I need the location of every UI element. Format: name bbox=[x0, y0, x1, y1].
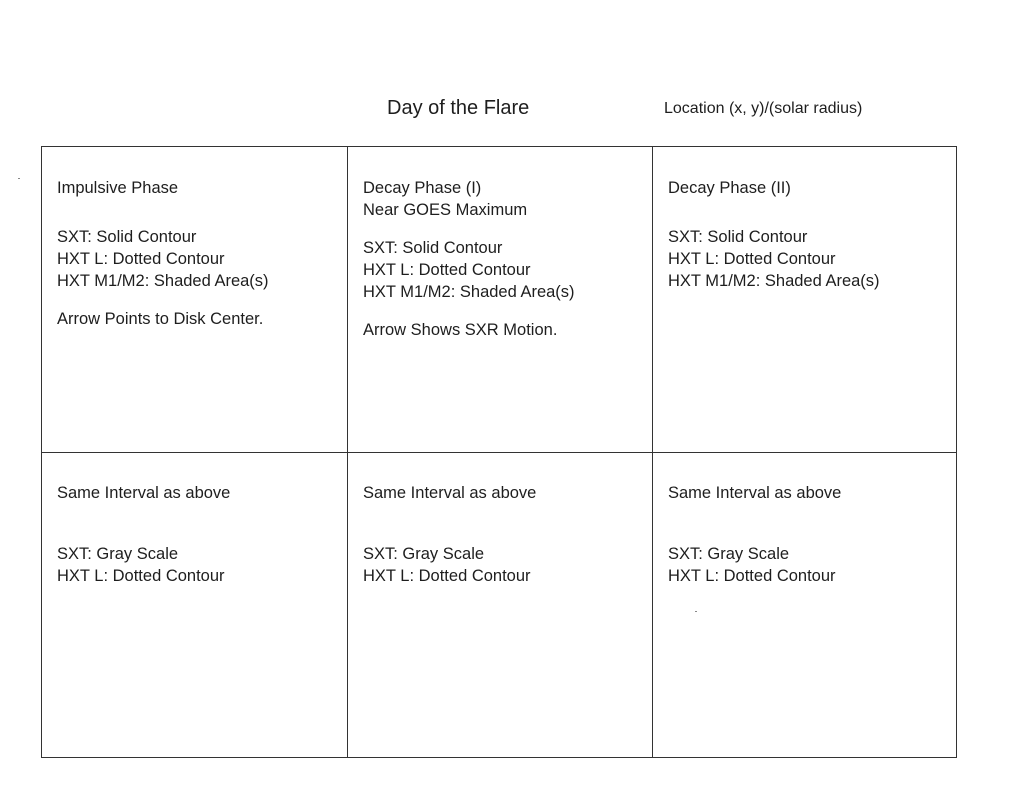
sxt-legend: SXT: Solid Contour bbox=[668, 228, 808, 246]
panel-decay-phase-2 bbox=[653, 147, 956, 453]
hxt-l-legend: HXT L: Dotted Contour bbox=[668, 250, 836, 268]
hxt-l-legend: HXT L: Dotted Contour bbox=[668, 567, 836, 585]
panel-heading: Decay Phase (I) bbox=[363, 179, 482, 197]
hxt-l-legend: HXT L: Dotted Contour bbox=[363, 261, 531, 279]
panel-gray-scale-impulsive bbox=[42, 453, 348, 757]
spacer bbox=[668, 199, 956, 226]
arrow-note: Arrow Shows SXR Motion. bbox=[363, 321, 558, 339]
spacer bbox=[668, 504, 956, 543]
location-label: Location (x, y)/(solar radius) bbox=[664, 100, 863, 117]
panel-heading: Impulsive Phase bbox=[57, 179, 179, 197]
spacer bbox=[363, 504, 652, 543]
panel-subheading: Near GOES Maximum bbox=[363, 201, 528, 219]
spacer bbox=[363, 303, 652, 319]
sxt-legend: SXT: Solid Contour bbox=[57, 228, 197, 246]
scan-speck bbox=[695, 611, 697, 612]
panel-heading: Same Interval as above bbox=[57, 484, 231, 502]
spacer bbox=[57, 292, 347, 308]
sxt-legend: SXT: Gray Scale bbox=[57, 545, 179, 563]
panel-gray-scale-decay-1 bbox=[348, 453, 653, 757]
hxt-l-legend: HXT L: Dotted Contour bbox=[57, 567, 225, 585]
sxt-legend: SXT: Gray Scale bbox=[668, 545, 790, 563]
spacer bbox=[57, 199, 347, 226]
panel-heading: Same Interval as above bbox=[668, 484, 842, 502]
panel-impulsive-phase bbox=[42, 147, 348, 453]
panel-gray-scale-decay-2 bbox=[653, 453, 956, 757]
hxt-m-legend: HXT M1/M2: Shaded Area(s) bbox=[57, 272, 269, 290]
panel-heading: Same Interval as above bbox=[363, 484, 537, 502]
page-title: Day of the Flare bbox=[387, 97, 530, 119]
spacer bbox=[363, 221, 652, 237]
panel-heading: Decay Phase (II) bbox=[668, 179, 791, 197]
hxt-m-legend: HXT M1/M2: Shaded Area(s) bbox=[668, 272, 880, 290]
spacer bbox=[57, 504, 347, 543]
hxt-l-legend: HXT L: Dotted Contour bbox=[363, 567, 531, 585]
panel-decay-phase-1 bbox=[348, 147, 653, 453]
figure-layout-grid bbox=[41, 146, 957, 758]
hxt-m-legend: HXT M1/M2: Shaded Area(s) bbox=[363, 283, 575, 301]
hxt-l-legend: HXT L: Dotted Contour bbox=[57, 250, 225, 268]
scan-speck bbox=[18, 178, 20, 179]
sxt-legend: SXT: Solid Contour bbox=[363, 239, 503, 257]
sxt-legend: SXT: Gray Scale bbox=[363, 545, 485, 563]
arrow-note: Arrow Points to Disk Center. bbox=[57, 310, 264, 328]
